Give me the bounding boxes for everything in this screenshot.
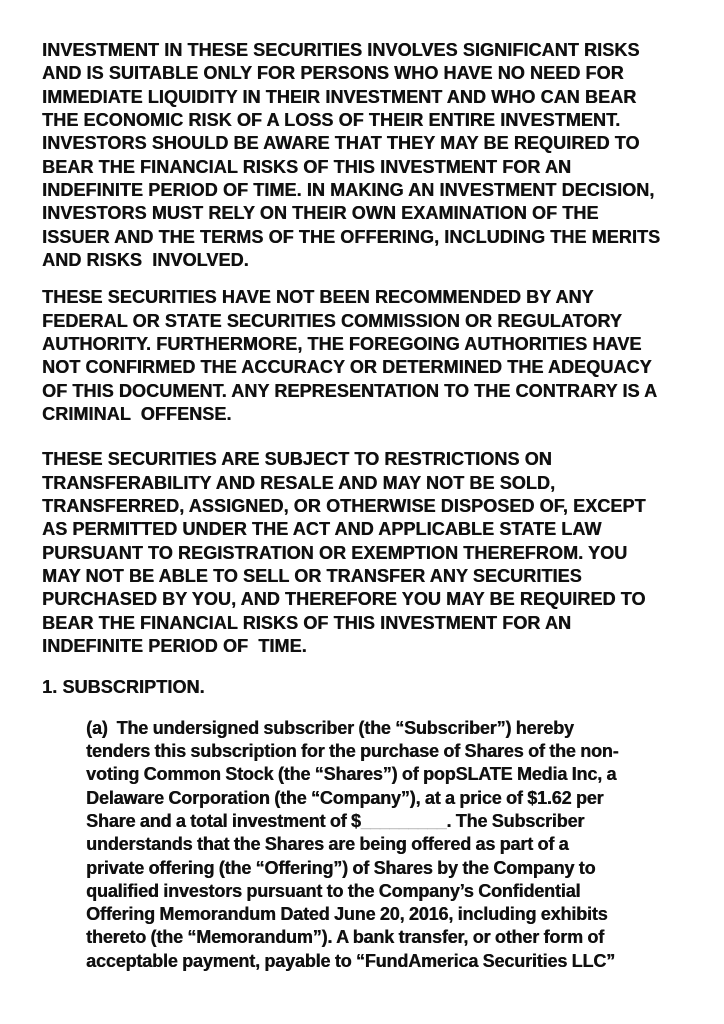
text-line: acceptable payment, payable to “FundAmerica Securities LLC” xyxy=(86,950,615,971)
text-line: thereto (the “Memorandum”). A bank transfer, or other form of xyxy=(86,927,604,948)
text-run: Share and a total investment of $ xyxy=(86,810,361,831)
text-line: FEDERAL OR STATE SECURITIES COMMISSION OR REGULATORY xyxy=(42,310,622,331)
text-line xyxy=(86,810,684,833)
document-body xyxy=(42,39,684,973)
text-line: Offering Memorandum Dated June 20, 2016, including exhibits xyxy=(86,904,608,925)
text-line: Delaware Corporation (the “Company”), at a price of $1.62 per xyxy=(86,787,604,808)
text-line: AS PERMITTED UNDER THE ACT AND APPLICABLE STATE LAW xyxy=(42,519,602,540)
text-line: PURSUANT TO REGISTRATION OR EXEMPTION THEREFROM. YOU xyxy=(42,542,628,563)
text-line: TRANSFERRED, ASSIGNED, OR OTHERWISE DISPOSED OF, EXCEPT xyxy=(42,495,646,516)
text-line: AND RISKS INVOLVED. xyxy=(42,249,249,270)
text-line: voting Common Stock (the “Shares”) of popSLATE Media Inc, a xyxy=(86,764,617,785)
text-line: ISSUER AND THE TERMS OF THE OFFERING, INCLUDING THE MERITS xyxy=(42,226,661,247)
text-line: INVESTORS MUST RELY ON THEIR OWN EXAMINATION OF THE xyxy=(42,203,599,224)
text-line: tenders this subscription for the purchase of Shares of the non- xyxy=(86,740,619,761)
text-line: 1. SUBSCRIPTION. xyxy=(42,677,205,698)
text-line: private offering (the “Offering”) of Shares by the Company to xyxy=(86,857,596,878)
paragraph-transfer-restrictions xyxy=(42,448,684,658)
text-line: BEAR THE FINANCIAL RISKS OF THIS INVESTMENT FOR AN xyxy=(42,612,572,633)
text-line: INVESTMENT IN THESE SECURITIES INVOLVES SIGNIFICANT RISKS xyxy=(42,40,640,60)
paragraph-risk-disclosure xyxy=(42,39,684,272)
text-line: NOT CONFIRMED THE ACCURACY OR DETERMINED THE ADEQUACY xyxy=(42,357,652,378)
text-line: OF THIS DOCUMENT. ANY REPRESENTATION TO THE CONTRARY IS A xyxy=(42,380,658,401)
text-line: THESE SECURITIES ARE SUBJECT TO RESTRICTIONS ON xyxy=(42,449,552,470)
text-line: AUTHORITY. FURTHERMORE, THE FOREGOING AUTHORITIES HAVE xyxy=(42,333,642,354)
text-line: THESE SECURITIES HAVE NOT BEEN RECOMMENDED BY ANY xyxy=(42,287,594,308)
paragraph-regulatory-disclaimer xyxy=(42,286,684,426)
text-line: MAY NOT BE ABLE TO SELL OR TRANSFER ANY SECURITIES xyxy=(42,565,582,586)
paragraph-subscription-a xyxy=(86,717,684,974)
text-line: (a) The undersigned subscriber (the “Subscriber”) hereby xyxy=(86,717,574,738)
section-heading-subscription xyxy=(42,676,684,699)
text-line: understands that the Shares are being offered as part of a xyxy=(86,834,569,855)
text-line: INVESTORS SHOULD BE AWARE THAT THEY MAY BE REQUIRED TO xyxy=(42,133,640,154)
text-line: AND IS SUITABLE ONLY FOR PERSONS WHO HAVE NO NEED FOR xyxy=(42,63,624,84)
text-line: THE ECONOMIC RISK OF A LOSS OF THEIR ENTIRE INVESTMENT. xyxy=(42,109,621,130)
text-line: PURCHASED BY YOU, AND THEREFORE YOU MAY BE REQUIRED TO xyxy=(42,589,646,610)
text-line: IMMEDIATE LIQUIDITY IN THEIR INVESTMENT AND WHO CAN BEAR xyxy=(42,86,637,107)
text-line: CRIMINAL OFFENSE. xyxy=(42,403,232,424)
text-run: . The Subscriber xyxy=(446,810,585,831)
text-line: INDEFINITE PERIOD OF TIME. IN MAKING AN INVESTMENT DECISION, xyxy=(42,179,655,200)
text-line: INDEFINITE PERIOD OF TIME. xyxy=(42,635,307,656)
text-line: TRANSFERABILITY AND RESALE AND MAY NOT BE SOLD, xyxy=(42,472,556,493)
text-line: BEAR THE FINANCIAL RISKS OF THIS INVESTMENT FOR AN xyxy=(42,156,572,177)
text-line: qualified investors pursuant to the Company’s Confidential xyxy=(86,880,581,901)
investment-amount-blank: _________ xyxy=(360,810,447,831)
